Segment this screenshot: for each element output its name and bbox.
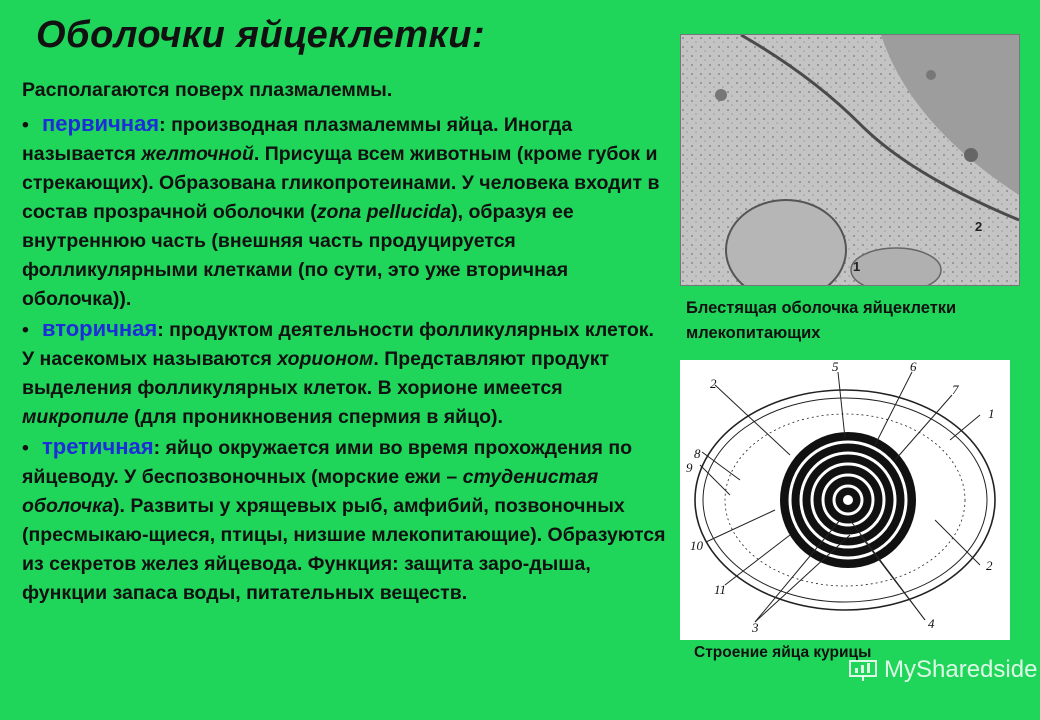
- diagram-label: 8: [694, 446, 701, 461]
- bullet-icon: •: [22, 319, 29, 341]
- item-text: продуктом деятельности фолликулярных клеток. У насекомых называются: [22, 319, 654, 370]
- watermark: [848, 656, 1037, 684]
- item-text: яйцо окружается ими во время прохождения по яйцеводу. У беспозвоночных (морские ежи –: [22, 437, 633, 488]
- diagram-label: 1: [988, 406, 995, 421]
- item-tertiary: [22, 432, 670, 608]
- diagram-label: 3: [752, 620, 759, 635]
- term-secondary: вторичная: [42, 316, 158, 341]
- item-italic: желточной: [141, 143, 254, 165]
- diagram-label: 2: [986, 558, 993, 573]
- diagram-label: 4: [928, 616, 935, 631]
- term-colon: :: [153, 437, 161, 459]
- micrograph-drawing: [681, 35, 1019, 285]
- term-primary: первичная: [42, 111, 160, 136]
- egg-diagram-caption: Строение яйца курицы: [694, 644, 872, 661]
- watermark-text: MySharedsidе: [884, 656, 1038, 683]
- item-italic: zona pellucida: [316, 201, 452, 223]
- item-italic: микропиле: [22, 406, 129, 428]
- micrograph-caption: Блестящая оболочка яйцеклетки млекопитающих: [686, 299, 957, 342]
- item-italic: студенистая оболочка: [22, 466, 599, 517]
- item-text: (для проникновения спермия в яйцо).: [128, 406, 503, 428]
- term-colon: :: [157, 319, 164, 341]
- lead-text: Располагаются поверх плазмалеммы.: [22, 79, 393, 101]
- item-text: производная плазмалеммы яйца. Иногда называется: [22, 114, 573, 165]
- presentation-logo-icon: [848, 658, 878, 682]
- item-italic: хорионом: [277, 348, 374, 370]
- micrograph-label: 1: [853, 259, 861, 274]
- slide-title: Оболочки яйцеклетки:: [36, 14, 486, 56]
- term-tertiary: третичная: [42, 434, 154, 459]
- diagram-label: 6: [910, 360, 917, 374]
- diagram-label: 7: [952, 382, 959, 397]
- diagram-label: 2: [710, 376, 717, 391]
- egg-diagram-image: [680, 360, 1010, 640]
- term-colon: :: [159, 114, 166, 136]
- diagram-label: 10: [690, 538, 703, 553]
- item-text: ). Развиты у хрящевых рыб, амфибий, позвоночных (пресмыкаю-щиеся, птицы, низшие млекопитающие). Образуются из секретов желез яйцевода. Функция: защита заро-дыша, функции запаса воды, питательных веществ.: [22, 495, 666, 604]
- egg-diagram: [680, 360, 1010, 640]
- bullet-icon: •: [22, 437, 29, 459]
- item-secondary: [22, 314, 670, 432]
- diagram-label: 9: [686, 460, 693, 475]
- diagram-label: 5: [832, 360, 839, 374]
- item-text: ), образуя ее внутреннюю часть (внешняя часть продуцируется фолликулярными клетками (по сути, это уже вторичная оболочка)).: [22, 201, 574, 310]
- micrograph-label: 2: [975, 219, 983, 234]
- bullet-icon: •: [22, 114, 29, 136]
- item-primary: [22, 109, 670, 314]
- diagram-label: 11: [714, 582, 727, 597]
- text-column: [22, 76, 670, 608]
- item-text: . Представляют продукт выделения фолликулярных клеток. В хорионе имеется: [22, 348, 610, 399]
- item-text: . Присуща всем животным (кроме губок и стрекающих). Образована гликопротеинами. У человека входит в состав прозрачной оболочки (: [22, 143, 660, 223]
- micrograph-image: [680, 34, 1020, 286]
